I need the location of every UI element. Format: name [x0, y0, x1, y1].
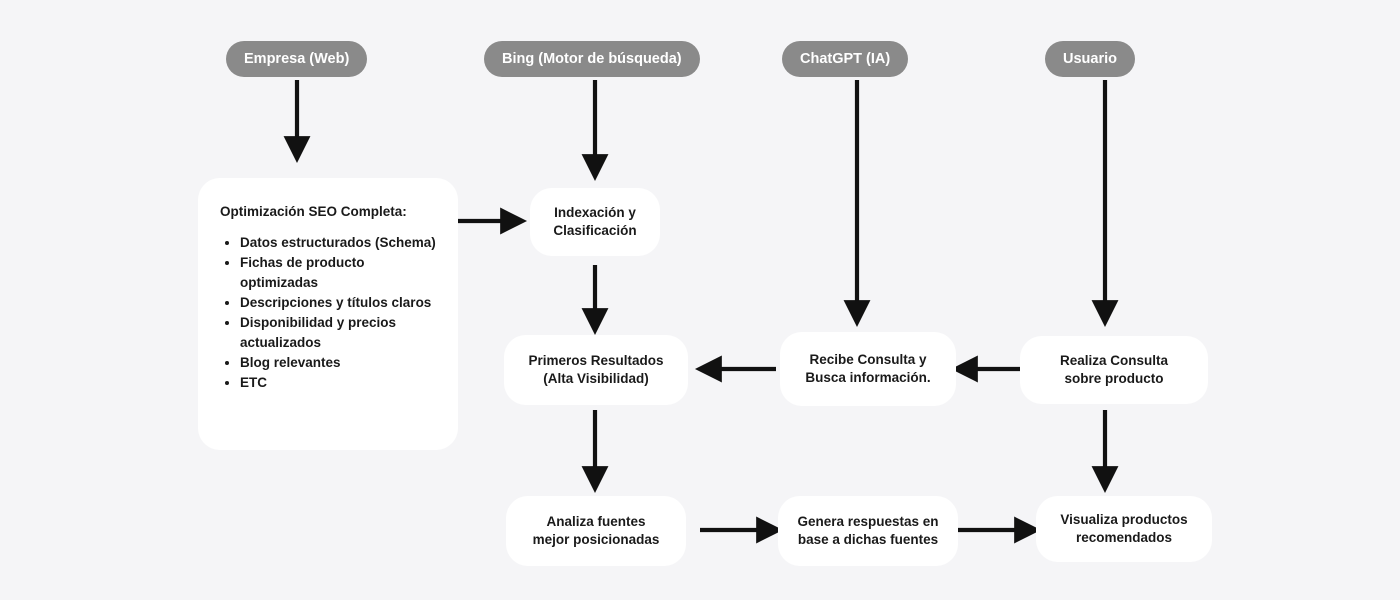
lane-header-empresa-label: Empresa (Web) — [244, 51, 350, 67]
list-item: • Descripciones y títulos claros — [240, 293, 436, 313]
list-item: • Blog relevantes — [240, 353, 436, 373]
seo-optimization-card[interactable] — [198, 178, 458, 450]
node-genera-line1: Genera respuestas en — [797, 513, 939, 529]
node-visualiza-productos[interactable] — [1036, 496, 1212, 562]
node-recibe-line2: Busca información. — [805, 370, 931, 385]
lane-header-chatgpt-label: ChatGPT (IA) — [800, 51, 891, 67]
lane-header-bing-label: Bing (Motor de búsqueda) — [502, 51, 682, 67]
list-item: • ETC — [240, 373, 436, 393]
node-genera-line2: base a dichas fuentes — [797, 532, 939, 547]
lane-header-chatgpt[interactable] — [782, 41, 908, 77]
node-realiza-consulta[interactable] — [1020, 336, 1208, 404]
list-item: • Fichas de producto optimizadas — [240, 253, 436, 293]
lane-header-bing[interactable] — [484, 41, 700, 77]
node-analiza-line1: Analiza fuentes — [546, 513, 646, 529]
node-analiza-fuentes[interactable] — [506, 496, 686, 566]
node-primeros-line2: (Alta Visibilidad) — [543, 371, 649, 386]
node-indexacion-line2: Clasificación — [553, 223, 637, 238]
node-recibe-consulta[interactable] — [780, 332, 956, 406]
node-indexacion-line1: Indexación y — [554, 204, 636, 220]
list-item: • Datos estructurados (Schema) — [240, 233, 436, 253]
node-indexacion-clasificacion[interactable] — [530, 188, 660, 256]
node-realiza-line2: sobre producto — [1064, 371, 1164, 386]
node-primeros-line1: Primeros Resultados — [528, 352, 664, 368]
list-item: • Disponibilidad y precios actualizados — [240, 313, 436, 353]
node-visualiza-line1: Visualiza productos — [1060, 511, 1188, 527]
lane-header-usuario-label: Usuario — [1063, 51, 1117, 67]
lane-header-empresa[interactable] — [226, 41, 367, 77]
seo-card-title: Optimización SEO Completa: — [220, 204, 407, 219]
seo-card-list — [220, 233, 436, 393]
node-analiza-line2: mejor posicionadas — [532, 532, 660, 547]
node-visualiza-line2: recomendados — [1075, 530, 1173, 545]
node-recibe-line1: Recibe Consulta y — [809, 351, 927, 367]
node-genera-respuestas[interactable] — [778, 496, 958, 566]
node-realiza-line1: Realiza Consulta — [1059, 352, 1169, 368]
node-primeros-resultados[interactable] — [504, 335, 688, 405]
lane-header-usuario[interactable] — [1045, 41, 1135, 77]
